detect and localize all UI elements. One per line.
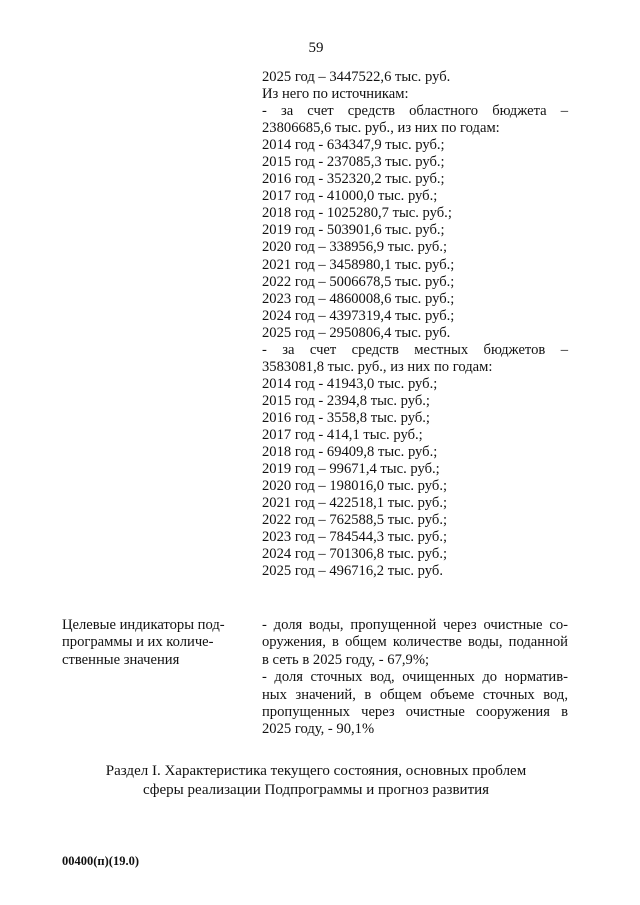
funding-line: 2014 год - 41943,0 тыс. руб.; bbox=[262, 375, 438, 392]
funding-line: 2022 год – 5006678,5 тыс. руб.; bbox=[262, 273, 455, 290]
indicators-label-line: ственные значения bbox=[62, 651, 180, 668]
funding-line: 2020 год – 338956,9 тыс. руб.; bbox=[262, 239, 448, 256]
funding-line: 2022 год – 762588,5 тыс. руб.; bbox=[262, 512, 448, 529]
funding-line: 2024 год – 701306,8 тыс. руб.; bbox=[262, 546, 448, 563]
funding-line: 3583081,8 тыс. руб., из них по годам: bbox=[262, 358, 493, 375]
section-heading-line: Раздел I. Характеристика текущего состояния, основных проблем bbox=[105, 763, 527, 779]
funding-line: 2025 год – 2950806,4 тыс. руб. bbox=[262, 324, 451, 341]
funding-line: 2020 год – 198016,0 тыс. руб.; bbox=[262, 478, 448, 495]
indicator-line: 2025 году, - 90,1% bbox=[262, 721, 375, 738]
funding-line: 2025 год – 3447522,6 тыс. руб. bbox=[262, 69, 451, 85]
funding-line: 2021 год – 422518,1 тыс. руб.; bbox=[262, 495, 448, 512]
funding-line: 2023 год – 4860008,6 тыс. руб.; bbox=[262, 290, 455, 307]
funding-line: - за счет средств местных бюджетов – bbox=[262, 341, 568, 358]
funding-line: 2016 год - 3558,8 тыс. руб.; bbox=[262, 409, 430, 426]
funding-line: 2023 год – 784544,3 тыс. руб.; bbox=[262, 529, 448, 546]
funding-line: 2017 год - 41000,0 тыс. руб.; bbox=[262, 188, 438, 205]
funding-line: - за счет средств областного бюджета – bbox=[262, 103, 568, 120]
indicators-label bbox=[62, 617, 242, 669]
funding-line: 2015 год - 237085,3 тыс. руб.; bbox=[262, 154, 445, 171]
indicator-line: в сеть в 2025 году, - 67,9%; bbox=[262, 651, 430, 668]
footer-code: 00400(п)(19.0) bbox=[62, 854, 139, 868]
funding-line: 2014 год - 634347,9 тыс. руб.; bbox=[262, 137, 445, 154]
indicators-label-line: программы и их количе- bbox=[62, 634, 214, 651]
funding-line: 2015 год - 2394,8 тыс. руб.; bbox=[262, 392, 430, 409]
funding-line: 2019 год – 99671,4 тыс. руб.; bbox=[262, 461, 440, 478]
funding-line: 23806685,6 тыс. руб., из них по годам: bbox=[262, 120, 500, 137]
indicators-value bbox=[262, 617, 568, 739]
indicator-line: - доля сточных вод, очищенных до норматив- bbox=[262, 669, 568, 686]
funding-block bbox=[262, 69, 568, 580]
section-heading bbox=[0, 762, 632, 800]
funding-line: 2016 год - 352320,2 тыс. руб.; bbox=[262, 171, 445, 188]
funding-line: 2019 год - 503901,6 тыс. руб.; bbox=[262, 222, 445, 239]
funding-line: 2025 год – 496716,2 тыс. руб. bbox=[262, 563, 443, 580]
funding-line: 2018 год - 69409,8 тыс. руб.; bbox=[262, 444, 438, 461]
funding-line: 2018 год - 1025280,7 тыс. руб.; bbox=[262, 205, 452, 222]
indicator-line: оружения, в общем количестве воды, поданной bbox=[262, 634, 568, 651]
funding-line: 2017 год - 414,1 тыс. руб.; bbox=[262, 426, 423, 443]
funding-line: Из него по источникам: bbox=[262, 86, 409, 103]
section-heading-line: сферы реализации Подпрограммы и прогноз развития bbox=[142, 782, 490, 798]
indicator-line: - доля воды, пропущенной через очистные со- bbox=[262, 617, 568, 633]
funding-line: 2021 год – 3458980,1 тыс. руб.; bbox=[262, 256, 455, 273]
indicator-line: ных значений, в общем объеме сточных вод, bbox=[262, 686, 568, 703]
funding-line: 2024 год – 4397319,4 тыс. руб.; bbox=[262, 307, 455, 324]
page-number: 59 bbox=[308, 40, 324, 56]
indicators-label-line: Целевые индикаторы под- bbox=[62, 617, 225, 633]
indicator-line: пропущенных через очистные сооружения в bbox=[262, 704, 568, 721]
